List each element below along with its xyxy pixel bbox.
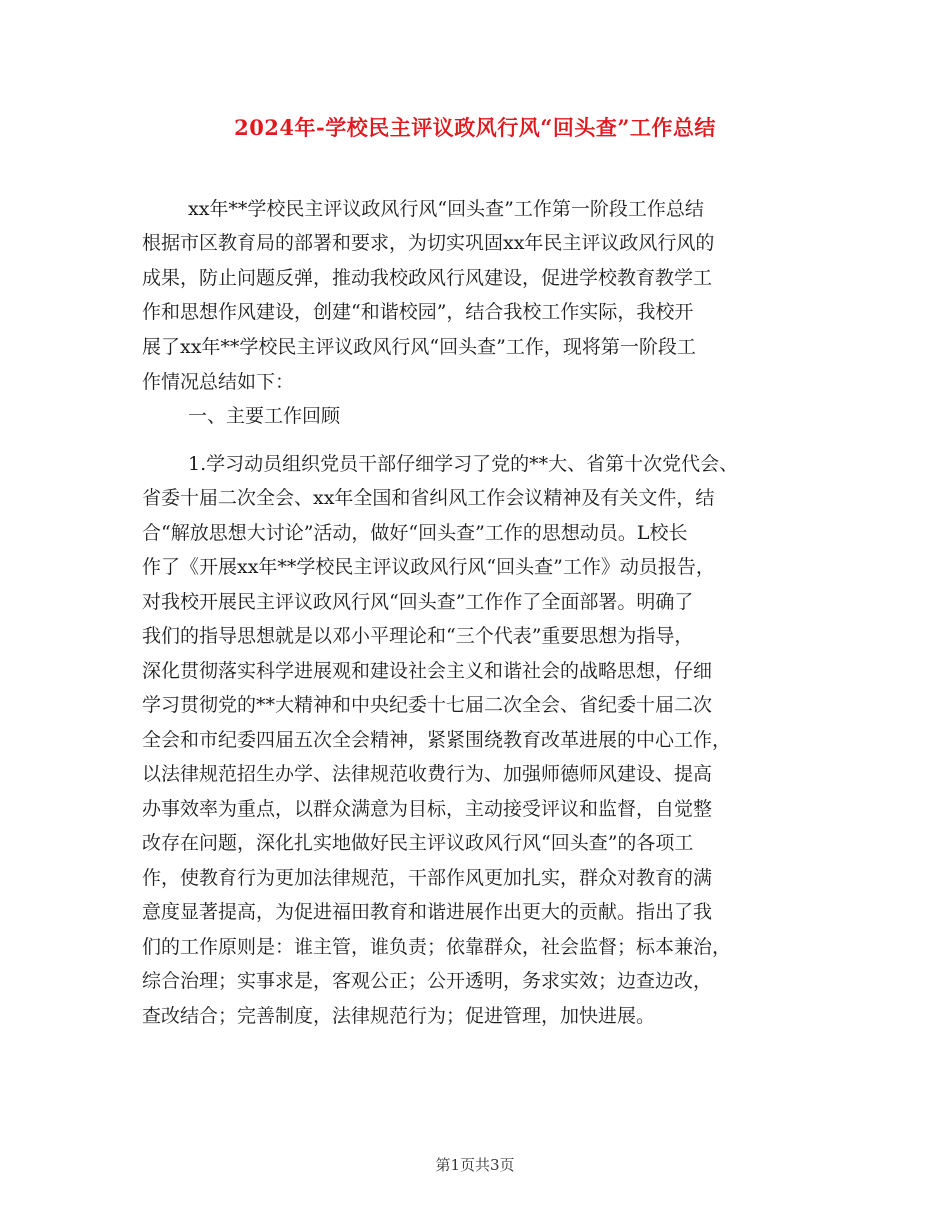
body-line: 深化贯彻落实科学进展观和建设社会主义和谐社会的战略思想，仔细 bbox=[142, 660, 713, 682]
document-title: 2024年-学校民主评议政风行风“回头查”工作总结 bbox=[234, 115, 716, 140]
body-line: 全会和市纪委四届五次全会精神，紧紧围绕教育改革进展的中心工作， bbox=[142, 729, 732, 751]
body-line: 1.学习动员组织党员干部仔细学习了党的**大、省第十次党代会、 bbox=[188, 453, 739, 475]
body-line: 综合治理；实事求是，客观公正；公开透明，务求实效；边查边改， bbox=[142, 970, 713, 992]
body-line: 办事效率为重点，以群众满意为目标，主动接受评议和监督，自觉整 bbox=[142, 798, 713, 820]
body-line: 我们的指导思想就是以邓小平理论和“三个代表”重要思想为指导， bbox=[142, 625, 694, 647]
body-line: xx年**学校民主评议政风行风“回头查”工作第一阶段工作总结 bbox=[188, 198, 704, 220]
body-line: 以法律规范招生办学、法律规范收费行为、加强师德师风建设、提高 bbox=[142, 763, 713, 785]
body-line: 们的工作原则是：谁主管，谁负责；依靠群众，社会监督；标本兼治， bbox=[142, 936, 732, 958]
body-line: 查改结合；完善制度，法律规范行为；促进管理，加快进展。 bbox=[142, 1005, 656, 1027]
body-line: 学习贯彻党的**大精神和中央纪委十七届二次全会、省纪委十届二次 bbox=[142, 694, 713, 716]
body-line: 成果，防止问题反弹，推动我校政风行风建设，促进学校教育教学工 bbox=[142, 267, 713, 289]
body-line: 作，使教育行为更加法律规范，干部作风更加扎实，群众对教育的满 bbox=[142, 867, 713, 889]
body-line: 作了《开展xx年**学校民主评议政风行风“回头查”工作》动员报告， bbox=[142, 556, 715, 578]
page-footer: 第1页共3页 bbox=[435, 1156, 515, 1174]
body-line: 合“解放思想大讨论”活动，做好“回头查”工作的思想动员。L校长 bbox=[142, 522, 688, 544]
body-line: 展了xx年**学校民主评议政风行风“回头查”工作，现将第一阶段工 bbox=[142, 336, 696, 358]
body-line: 根据市区教育局的部署和要求，为切实巩固xx年民主评议政风行风的 bbox=[142, 232, 715, 254]
body-line: 对我校开展民主评议政风行风“回头查”工作作了全面部署。明确了 bbox=[142, 591, 694, 613]
body-line: 改存在问题，深化扎实地做好民主评议政风行风“回头查”的各项工 bbox=[142, 832, 694, 854]
body-line: 作和思想作风建设，创建“和谐校园”，结合我校工作实际，我校开 bbox=[142, 301, 694, 323]
section-heading: 一、主要工作回顾 bbox=[188, 405, 341, 427]
body-line: 意度显著提高，为促进福田教育和谐进展作出更大的贡献。指出了我 bbox=[142, 901, 713, 923]
body-line: 省委十届二次全会、xx年全国和省纠风工作会议精神及有关文件，结 bbox=[142, 487, 715, 509]
body-line: 作情况总结如下： bbox=[142, 371, 295, 393]
